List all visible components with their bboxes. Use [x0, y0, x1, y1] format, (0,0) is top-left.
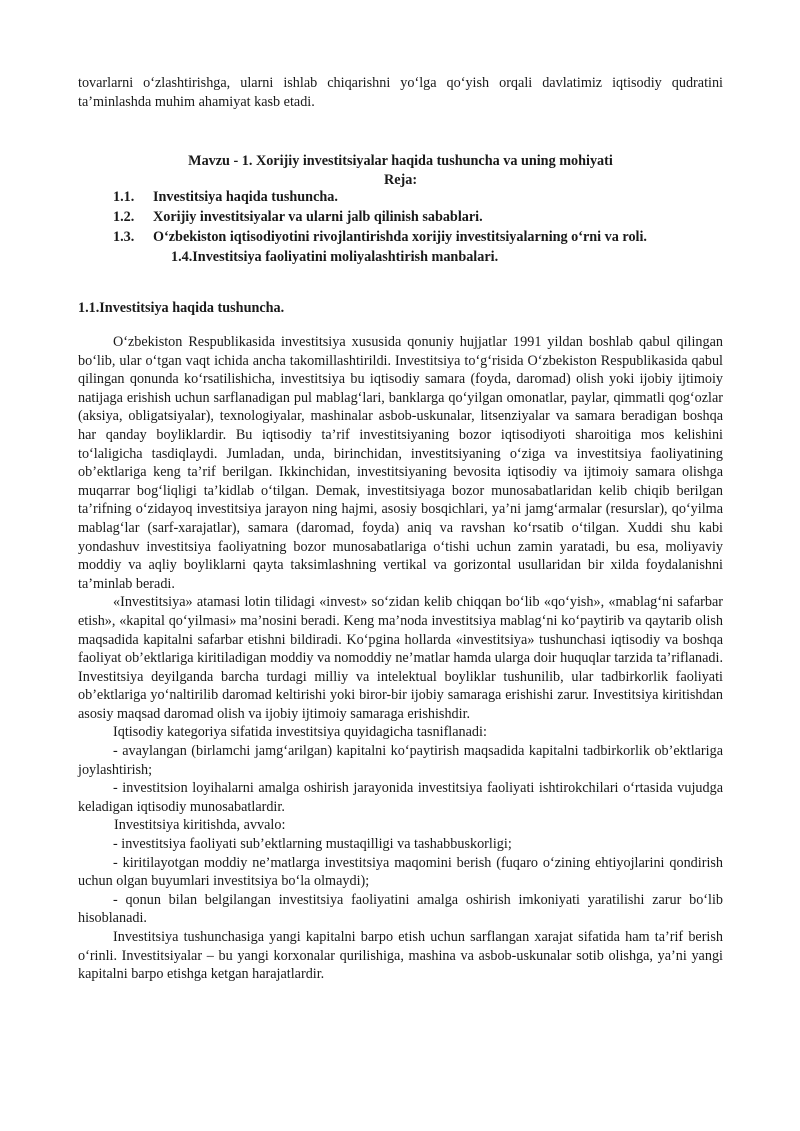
body-paragraph: Iqtisodiy kategoriya sifatida investitsiya quyidagicha tasniflanadi: [113, 724, 487, 741]
plan-item [113, 247, 647, 267]
plan-item-number: 1.2. [113, 209, 135, 225]
body-paragraph: «Investitsiya» atamasi lotin tilidagi «invest» so‘zidan kelib chiqqan bo‘lib «qo‘yish», «mablag‘ni safarbar etish», «kapital qo‘yilmasi» ma’nosini beradi. Keng ma’noda investitsiya mablag‘ni ko‘paytirib va qaytarib olish maqsadida kapitalni safarbar etishni bildiradi. Ko‘pgina hollarda «investitsiya» tushunchasi iqtisodiy va boshqa faoliyat ob’ektlariga kiritiladigan moddiy va nomoddiy ne’matlar hamda ularga doir huquqlar tarzida ta’riflanadi. Investitsiya deyilganda barcha turdagi milliy va intelektual boyliklar tushunilib, ular tadbirkorlik faoliyati ob’ektlariga yo‘naltirilib daromad keltirishi yoki biror-bir ijobiy samaraga erishishi zarur. Investitsiya kiritishdan asosiy maqsad daromad olish va ijobiy ijtimoiy samaraga erishishdir. [78, 594, 723, 722]
topic-title: Mavzu - 1. Xorijiy investitsiyalar haqida tushuncha va uning mohiyati [188, 153, 613, 169]
body-paragraph: O‘zbekiston Respublikasida investitsiya xususida qonuniy hujjatlar 1991 yildan boshlab qabul qilingan bo‘lib, ular o‘tgan vaqt ichida ancha takomillashtirildi. Investitsiya to‘g‘risida O‘zbekiston Respublikasida qabul qilingan qonunda ko‘rsatilishicha, investitsiya bu iqtisodiy samara (foyda, daromad) olish yoki ijobiy ijtimoiy natijaga erishish uchun sarflanadigan pul mablag‘lari, banklarga qo‘yilgan omonatlar, paylar, qimmatli qog‘ozlar (aksiya, obligatsiyalar), texnologiyalar, mashinalar asbob-uskunalar, litsenziyalar va samara beradigan boshqa har qanday boyliklardir. Bu iqtisodiy ta’rif investitsiyaning bozor iqtisodiyoti sharoitiga mos kelishini to‘laligicha tasdiqlaydi. Jumladan, unda, birinchidan, investitsiyaning o‘ziga va investitsiya faoliyatining ob’ektlariga keng ta’rif berilgan. Ikkinchidan, investitsiyaning bevosita iqtisodiy va ijtimoiy samara olishga muqarrar bog‘liqligi ta’kidlab o‘tilgan. Demak, investitsiyaga bozor munosabatlaridan kelib chiqib berilgan ta’rifning o‘zidayoq investitsiya jarayon ning hajmi, asosiy bosqichlari, ya’ni jamg‘armalar (resurslar), qo‘yilma mablag‘lar (sarf-xarajatlar), samara (daromad, foyda) aniq va ravshan ko‘rsatib o‘tilgan. Xuddi shu kabi yondashuv investitsiya faoliyatning bozor munosabatlariga o‘tishi uchun zamin yaratadi, bu esa, moliyaviy moddiy va aqliy boyliklarni qayta taksimlashning vertikal va gorizontal usullaridan bir xilda foydalanishni ta’minlab beradi. [78, 334, 723, 592]
plan-item [113, 187, 647, 207]
classification-item: - avaylangan (birlamchi jamg‘arilgan) kapitalni ko‘paytirish maqsadida kapitalni tadbirkorlik ob’ektlariga joylashtirish; [78, 743, 723, 778]
body-text [78, 333, 723, 984]
section-heading: 1.1.Investitsiya haqida tushuncha. [78, 300, 285, 316]
classification-item: - investitsion loyihalarni amalga oshirish jarayonida investitsiya faoliyati ishtirokchilari o‘rtasida vujudga keladigan iqtisodiy munosabatlardir. [78, 780, 723, 815]
plan-item-number: 1.1. [113, 189, 135, 205]
plan-item-number: 1.3. [113, 229, 135, 245]
plan-item-text: 1.4.Investitsiya faoliyatini moliyalashtirish manbalari. [171, 249, 499, 265]
early-item: - investitsiya faoliyati sub’ektlarning mustaqilligi va tashabbuskorligi; [113, 836, 512, 853]
plan-item-text: Xorijiy investitsiyalar va ularni jalb qilinish sabablari. [153, 209, 483, 225]
plan-item [113, 207, 647, 227]
final-paragraph: Investitsiya tushunchasiga yangi kapitalni barpo etish uchun sarflangan xarajat sifatida ham ta’rif berish o‘rinli. Investitsiyalar – bu yangi korxonalar qurilishiga, mashina va asbob-uskunalar sotib olishga, ya’ni yangi kapitalni barpo etishga ketgan harajatlardir. [78, 929, 723, 983]
plan-item-text: Investitsiya haqida tushuncha. [153, 189, 338, 205]
early-item: - kiritilayotgan moddiy ne’matlarga investitsiya maqomini berish (fuqaro o‘zining ehtiyojlarini qondirish uchun olgan buyumlari investitsiya bo‘la olmaydi); [78, 854, 723, 890]
intro-paragraph: tovarlarni o‘zlashtirishga, ularni ishlab chiqarishni yo‘lga qo‘yish orqali davlatimiz iqtisodiy qudratini ta’minlashda muhim ahamiyat kasb etadi. [78, 75, 723, 110]
plan-list [113, 187, 647, 267]
early-lead: Investitsiya kiritishda, avvalo: [114, 817, 286, 834]
plan-title: Reja: [383, 172, 418, 188]
plan-item-text: O‘zbekiston iqtisodiyotini rivojlantirishda xorijiy investitsiyalarning o‘rni va roli. [153, 229, 647, 245]
plan-item [113, 227, 647, 247]
early-item: - qonun bilan belgilangan investitsiya faoliyatini amalga oshirish imkoniyati yaratilishi zarur bo‘lib hisoblanadi. [78, 891, 723, 927]
